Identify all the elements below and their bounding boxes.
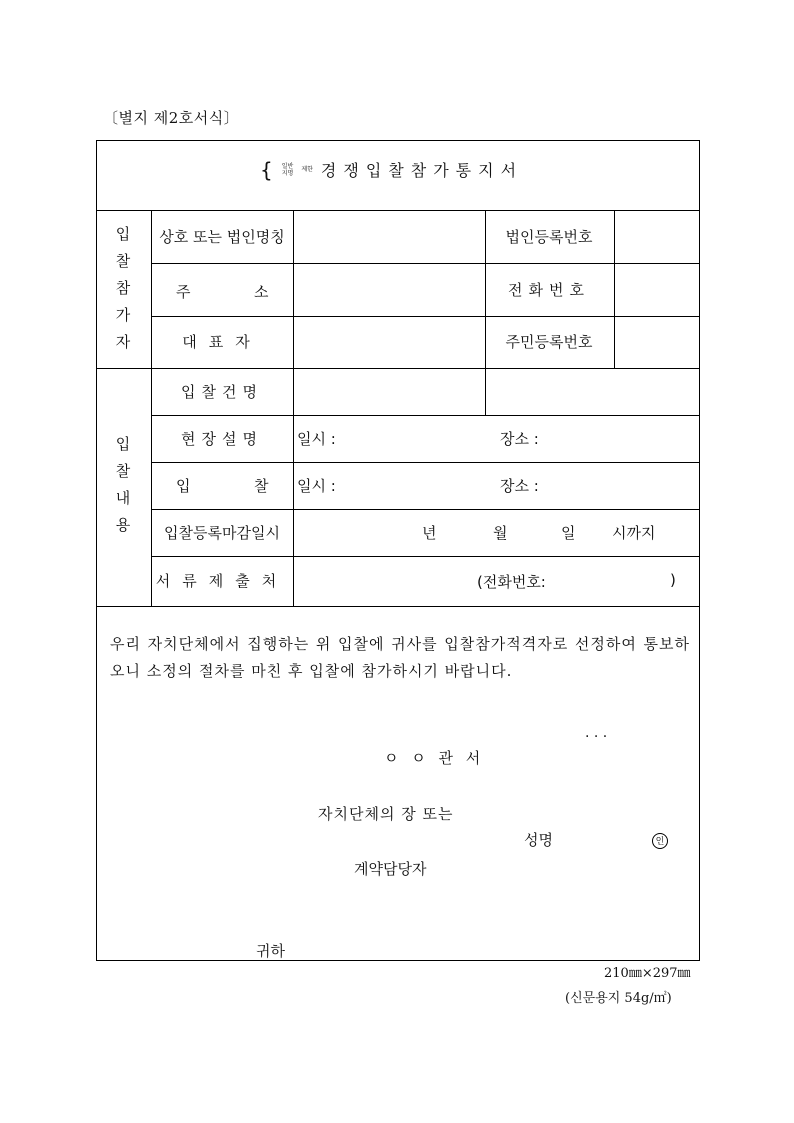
title-bracket: { — [260, 157, 280, 182]
phone-field[interactable] — [614, 263, 699, 315]
phone-label: 전화번호 — [508, 280, 590, 299]
representative-field[interactable] — [293, 316, 484, 367]
resident-reg-label: 주민등록번호 — [505, 333, 593, 351]
site-place-label: 장소 : — [500, 430, 539, 448]
representative-label: 대표자 — [182, 333, 262, 351]
char: 자 — [115, 333, 131, 351]
form-title — [260, 158, 523, 181]
form-label: 〔별지 제2호서식〕 — [103, 109, 240, 127]
bid-datetime-label: 일시 : — [297, 477, 336, 495]
company-name-label: 상호 또는 법인명칭 — [159, 227, 285, 246]
char: 참 — [115, 279, 131, 297]
site-datetime-label: 일시 : — [297, 430, 336, 448]
bid-label-a: 입 — [176, 477, 191, 495]
title-prefix-right — [301, 166, 313, 173]
paper-type: (신문용지 54g/㎡) — [565, 991, 672, 1006]
bid-name-extra-field[interactable] — [485, 368, 699, 414]
bid-place-label: 장소 : — [500, 477, 539, 495]
addressee: 귀하 — [256, 942, 285, 960]
prefix-restricted: 제한 — [301, 166, 313, 173]
bidder-section-label — [112, 221, 134, 356]
deadline-day: 일 — [561, 524, 576, 542]
name-label: 성명 — [524, 831, 553, 849]
char: 찰 — [115, 252, 131, 270]
content-section-label — [112, 431, 134, 539]
char: 입 — [115, 435, 131, 453]
doc-submit-label: 서류제출처 — [155, 572, 289, 590]
bid-name-field[interactable] — [293, 368, 484, 414]
char: 내 — [115, 489, 131, 507]
doc-submit-phone-open: (전화번호: — [477, 573, 546, 591]
deadline-year: 년 — [422, 524, 437, 542]
deadline-label: 입찰등록마감일시 — [164, 523, 280, 542]
prefix-general: 일반 — [281, 162, 294, 170]
char: 용 — [115, 516, 131, 534]
corp-reg-field[interactable] — [614, 210, 699, 262]
char: 가 — [115, 306, 131, 324]
company-name-field[interactable] — [293, 210, 484, 262]
deadline-until: 시까지 — [612, 524, 656, 542]
char: 입 — [115, 225, 131, 243]
bid-name-label: 입찰건명 — [181, 382, 263, 401]
prefix-designated: 지명 — [281, 169, 294, 177]
char: 찰 — [115, 462, 131, 480]
notice-body: 우리 자치단체에서 집행하는 위 입찰에 귀사를 입찰참가적격자로 선정하여 통보하오니 소정의 절차를 마친 후 입찰에 참가하시기 바랍니다. — [110, 635, 690, 680]
title-text: 경쟁입찰참가통지서 — [320, 161, 524, 180]
doc-submit-phone-close: ) — [670, 571, 676, 589]
paper-size: 210㎜×297㎜ — [604, 966, 691, 981]
site-briefing-label: 현장설명 — [181, 429, 263, 448]
office-name: ㅇ ㅇ 관 서 — [384, 749, 485, 767]
address-label-b: 소 — [254, 283, 269, 301]
seal-icon: 인 — [652, 833, 668, 849]
head-line: 자치단체의 장 또는 — [318, 805, 454, 823]
address-label-a: 주 — [176, 283, 191, 301]
seal-mark — [652, 829, 668, 849]
divider — [97, 606, 699, 607]
resident-reg-field[interactable] — [614, 316, 699, 367]
bid-label-b: 찰 — [254, 477, 269, 495]
corp-reg-label: 법인등록번호 — [505, 227, 593, 246]
title-prefix-left — [282, 163, 294, 177]
divider — [152, 462, 699, 463]
deadline-month: 월 — [493, 524, 508, 542]
date-placeholder: . . . — [585, 725, 608, 741]
address-field[interactable] — [293, 263, 484, 315]
contract-officer: 계약담당자 — [354, 860, 427, 878]
